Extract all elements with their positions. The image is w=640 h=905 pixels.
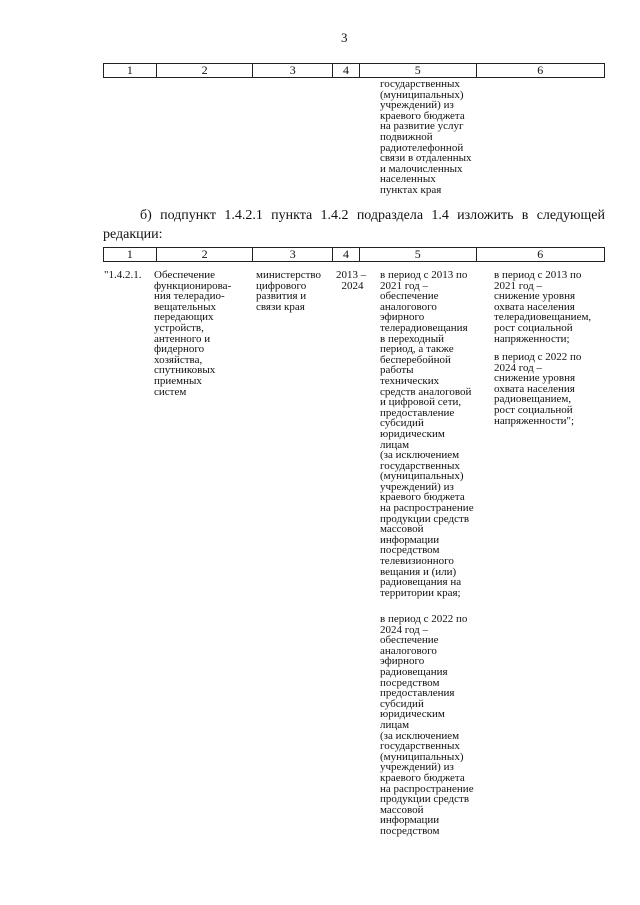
column-number: 5 — [360, 64, 477, 77]
column-number: 6 — [537, 63, 544, 77]
column-number: 4 — [333, 64, 360, 77]
column-number: 2 — [157, 64, 254, 77]
column-number: 3 — [253, 248, 333, 261]
continued-cell-text: государственных (муниципальных) учреждений) из краевого бюджета на развитие услуг подвижной радиотелефонной связи в отдаленных и малочисленных населенных пунктах края — [380, 78, 472, 196]
item-result-first-period: в период с 2013 по 2021 год – снижение уровня охвата населения телерадиовещанием, рост социальной напряженности; — [494, 269, 592, 345]
instruction-line: б) подпункт 1.4.2.1 пункта 1.4.2 подраздела 1.4 изложить в следующей — [140, 208, 605, 223]
column-number: 1 — [104, 248, 157, 261]
column-number: 1 — [104, 64, 157, 77]
column-number-row — [103, 63, 605, 78]
item-executor: министерство цифрового развития и связи края — [256, 269, 322, 313]
column-number: 4 — [333, 248, 360, 261]
column-number: 6 — [537, 247, 544, 261]
item-content-second-period: в период с 2022 по 2024 год – обеспечение аналогового эфирного радиовещания посредством предоставления субсидий юридическим лицам (за исключением государственных (муниципальных) учреждений) из краевого бюджета на распространение продукции средств массовой информации посредством — [380, 613, 474, 837]
column-number: 3 — [253, 64, 333, 77]
page-number: 3 — [341, 30, 348, 45]
instruction-line: редакции: — [103, 227, 163, 242]
column-number-row — [103, 247, 605, 262]
column-number: 5 — [360, 248, 477, 261]
item-number: "1.4.2.1. — [104, 269, 142, 281]
item-years: 2013 – 2024 — [336, 269, 367, 292]
column-number: 2 — [157, 248, 254, 261]
item-name: Обеспечение функционирова- ния телерадио- вещательных передающих устройств, антенного и фидерного хозяйства, спутниковых приемных систем — [154, 269, 232, 398]
item-result-second-period: в период с 2022 по 2024 год – снижение уровня охвата населения радиовещанием, рост социальной напряженности"; — [494, 351, 582, 427]
instruction-paragraph — [103, 206, 605, 244]
item-content-first-period: в период с 2013 по 2021 год – обеспечение аналогового эфирного телерадиовещания в переходный период, а также бесперебойной работы технических средств аналоговой и цифровой сети, предоставление субсидий юридическим лицам (за исключением государственных (муниципальных) учреждений) из краевого бюджета на распространение продукции средств массовой информации посредством телевизионного вещания и (или) радиовещания на территории края; — [380, 269, 474, 599]
